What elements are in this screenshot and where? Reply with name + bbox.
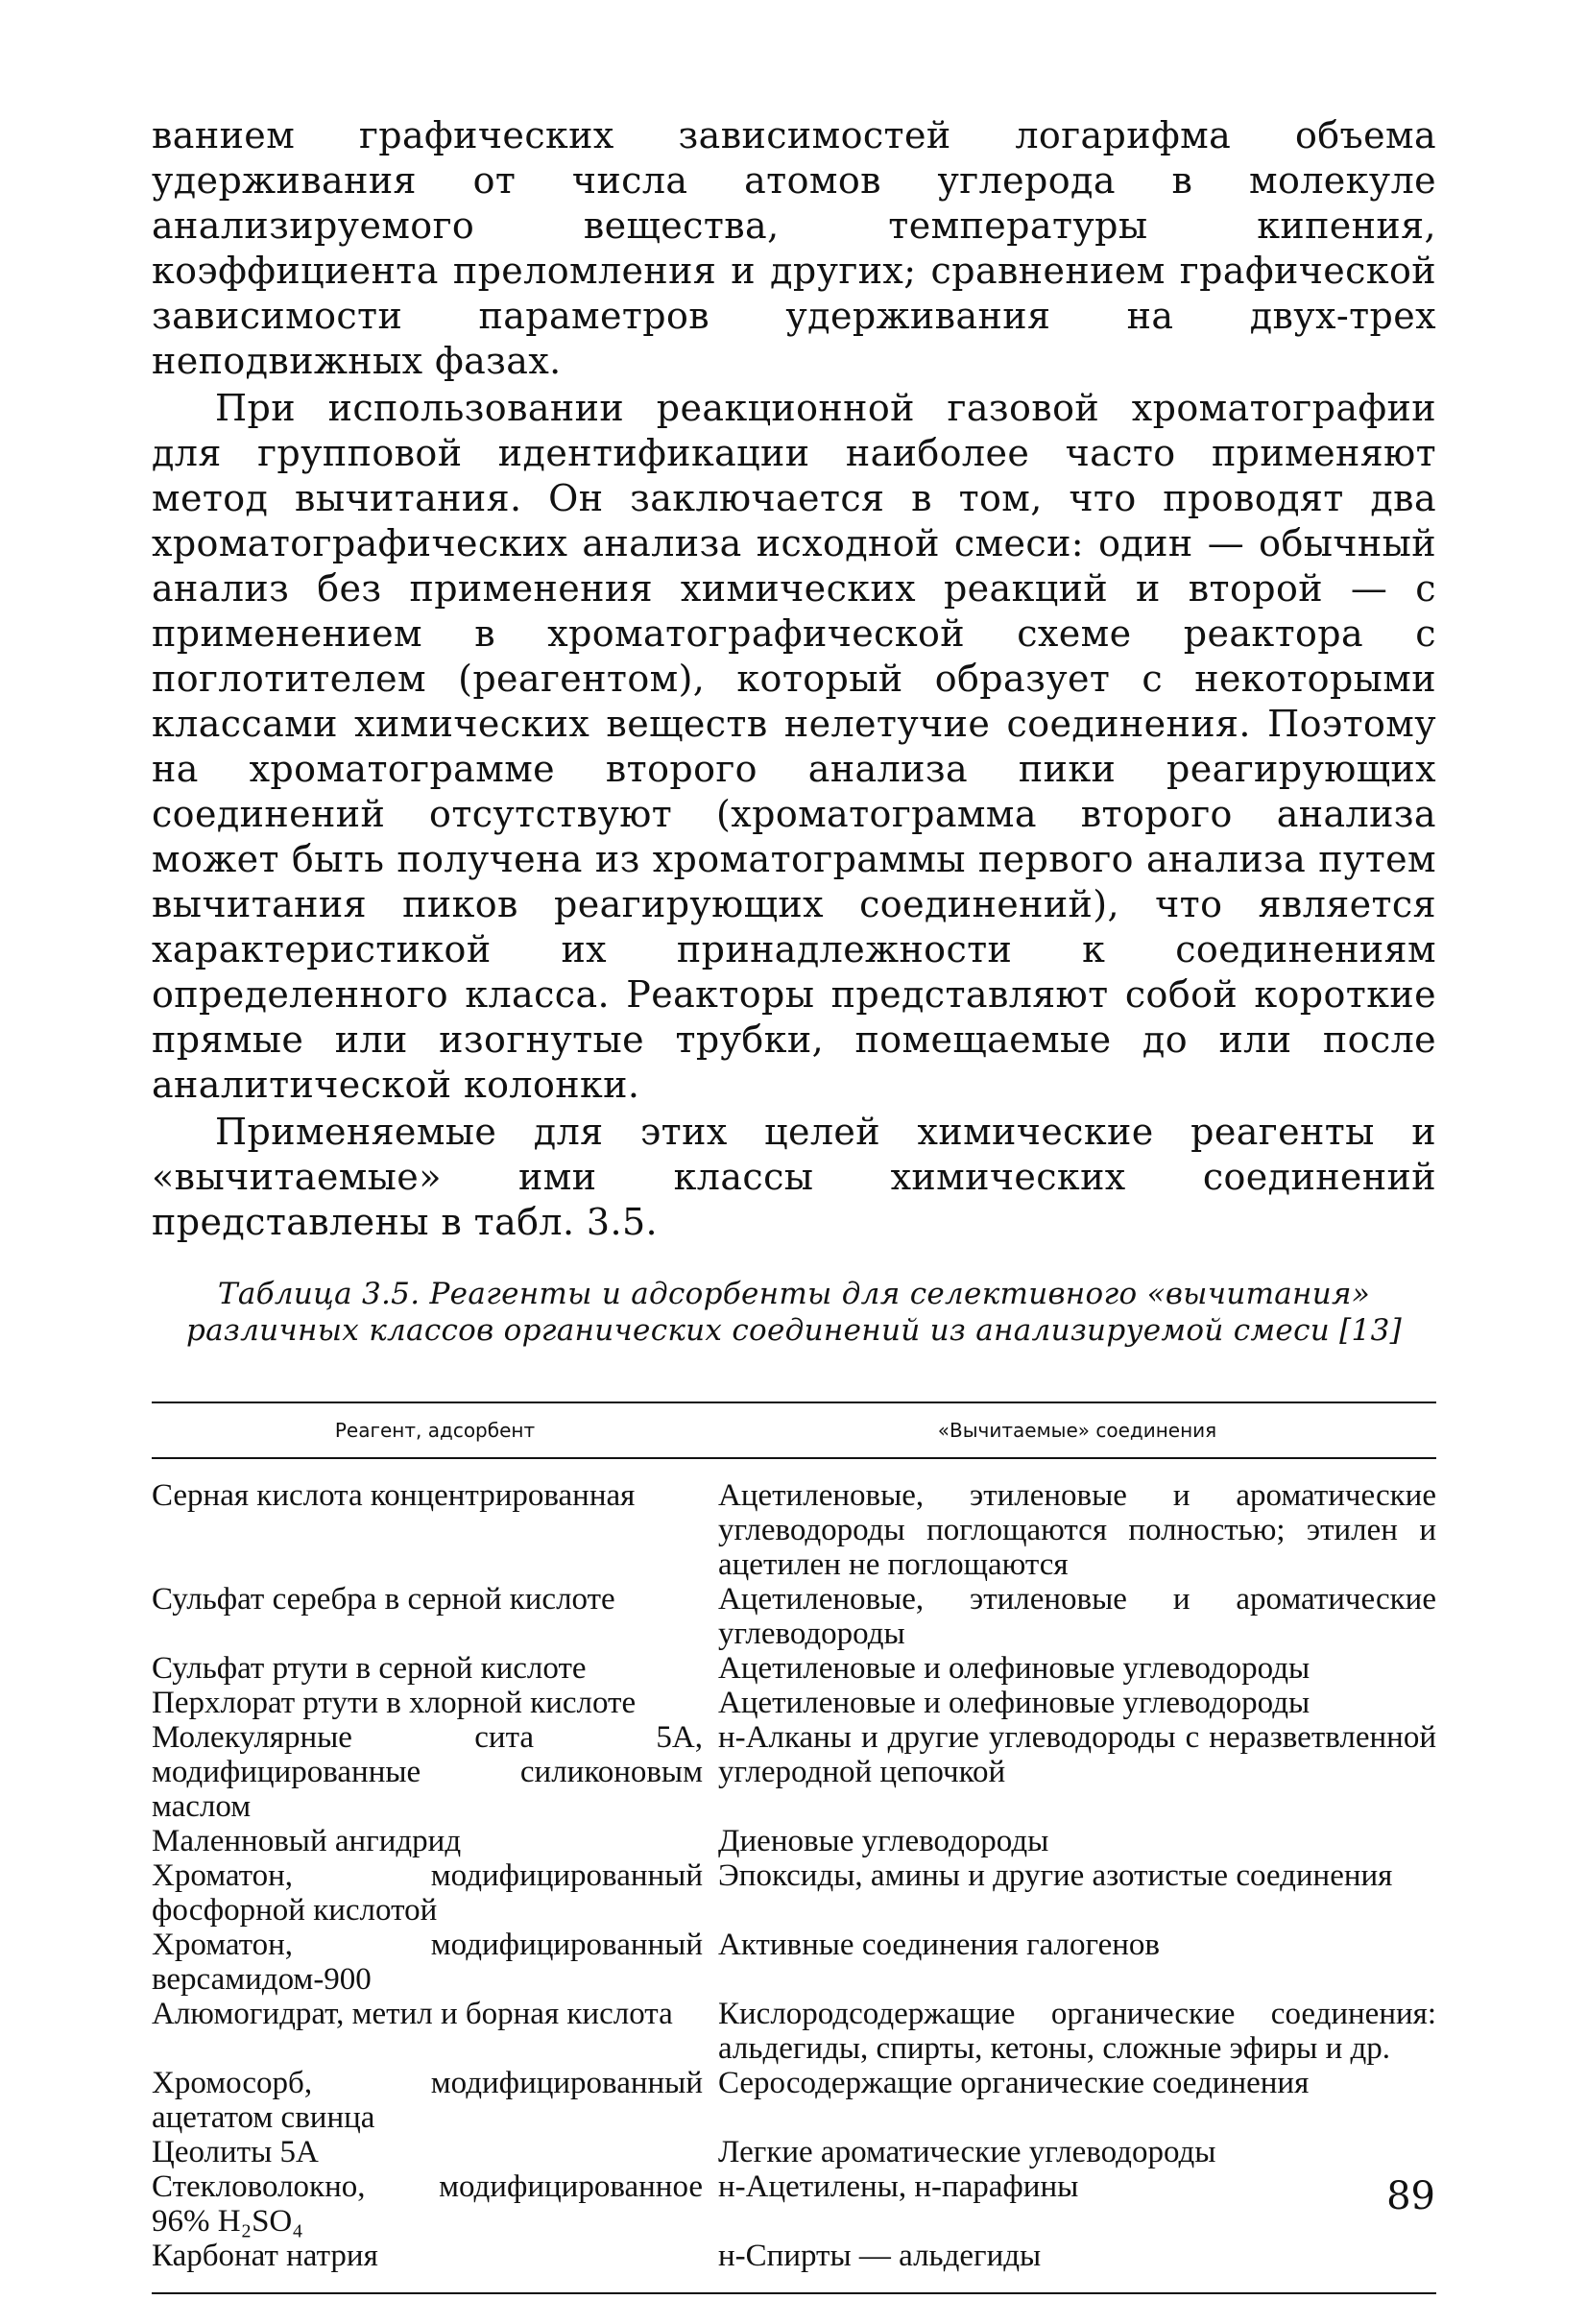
cell-reagent: Карбонат натрия <box>152 2239 378 2273</box>
table-row <box>152 2066 1436 2135</box>
cell-compounds: Диеновые углеводороды <box>718 1824 1049 1858</box>
table-row <box>152 1858 1436 1928</box>
cell-reagent: Сульфат ртути в серной кислоте <box>152 1651 587 1686</box>
paragraph-3: Применяемые для этих целей химические реагенты и «вычитаемые» ими классы химических соединений представлены в табл. 3.5. <box>152 1111 1436 1243</box>
cell-compounds: н-Ацетилены, н-парафины <box>718 2169 1079 2204</box>
cell-compounds: Эпоксиды, амины и другие азотистые соединения <box>718 1858 1393 1893</box>
cell-compounds: Серосодержащие органические соединения <box>718 2066 1310 2100</box>
cell-reagent: Хроматон, модифицированный версамидом-900 <box>152 1928 703 1997</box>
table-header <box>152 1403 1436 1459</box>
cell-compounds: н-Спирты — альдегиды <box>718 2239 1042 2273</box>
cell-compounds: Активные соединения галогенов <box>718 1928 1161 1962</box>
header-compounds: «Вычитаемые» соединения <box>937 1419 1217 1442</box>
table-body <box>152 1459 1436 2292</box>
cell-compounds: Кислородсодержащие органические соединения: альдегиды, спирты, кетоны, сложные эфиры и др. <box>718 1997 1436 2066</box>
cell-compounds: Ацетиленовые, этиленовые и ароматические углеводороды <box>718 1582 1436 1651</box>
page-number: 89 <box>1386 2174 1435 2218</box>
cell-reagent: Цеолиты 5А <box>152 2135 319 2169</box>
table-row <box>152 2239 1436 2273</box>
cell-compounds: н-Алканы и другие углеводороды с неразветвленной углеродной цепочкой <box>718 1720 1436 1789</box>
cell-compounds: Легкие ароматические углеводороды <box>718 2135 1216 2169</box>
cell-compounds: Ацетиленовые и олефиновые углеводороды <box>718 1686 1310 1720</box>
table-row <box>152 1686 1436 1720</box>
page-content <box>152 113 1436 2294</box>
cell-compounds: Ацетиленовые и олефиновые углеводороды <box>718 1651 1310 1686</box>
paragraph-2: При использовании реакционной газовой хроматографии для групповой идентификации наиболее часто применяют метод вычитания. Он заключается в том, что проводят два хроматографических анализа исходной смеси: один — обычный анализ без применения химических реакций и второй — с применением в хроматографической схеме реактора с поглотителем (реагентом), который образует с некоторыми классами химических веществ нелетучие соединения. Поэтому на хроматограмме второго анализа пики реагирующих соединений отсутствуют (хроматограмма второго анализа может быть получена из хроматограммы первого анализа путем вычитания пиков реагирующих соединений), что является характеристикой их принадлежности к соединениям определенного класса. Реакторы представляют собой короткие прямые или изогнутые трубки, помещаемые до или после аналитической колонки. <box>152 387 1436 1106</box>
table-caption: Таблица 3.5. Реагенты и адсорбенты для селективного «вычитания» различных классов органических соединений из анализируемой смеси [13] <box>185 1277 1402 1348</box>
table-row <box>152 1720 1436 1824</box>
cell-reagent: Серная кислота концентрированная <box>152 1478 636 1513</box>
cell-reagent: Сульфат серебра в серной кислоте <box>152 1582 615 1617</box>
header-reagent: Реагент, адсорбент <box>334 1419 536 1442</box>
table-row <box>152 1651 1436 1686</box>
cell-compounds: Ацетиленовые, этиленовые и ароматические углеводороды поглощаются полностью; этилен и ацетилен не поглощаются <box>718 1478 1436 1582</box>
cell-reagent: Перхлорат ртути в хлорной кислоте <box>152 1686 637 1720</box>
table-row <box>152 2169 1436 2239</box>
table-row <box>152 1582 1436 1651</box>
table-row <box>152 1824 1436 1858</box>
table-row <box>152 1928 1436 1997</box>
table-row <box>152 1478 1436 1582</box>
cell-reagent: Маленновый ангидрид <box>152 1824 462 1858</box>
paragraph-1: ванием графических зависимостей логарифма объема удерживания от числа атомов углерода в молекуле анализируемого вещества, температуры кипения, коэффициента преломления и других; сравнением графической зависимости параметров удерживания на двух-трех неподвижных фазах. <box>152 114 1436 382</box>
table-row <box>152 2135 1436 2169</box>
cell-reagent: Хромосорб, модифицированный ацетатом свинца <box>152 2066 703 2135</box>
cell-reagent: Молекулярные сита 5А, модифицированные силиконовым маслом <box>152 1720 703 1824</box>
table-row <box>152 1997 1436 2066</box>
cell-reagent: Стекловолокно, модифицированное 96% H₂SO₄ <box>152 2169 703 2239</box>
reagents-table <box>152 1402 1436 2294</box>
cell-reagent: Хроматон, модифицированный фосфорной кислотой <box>152 1858 703 1928</box>
cell-reagent: Алюмогидрат, метил и борная кислота <box>152 1997 673 2031</box>
